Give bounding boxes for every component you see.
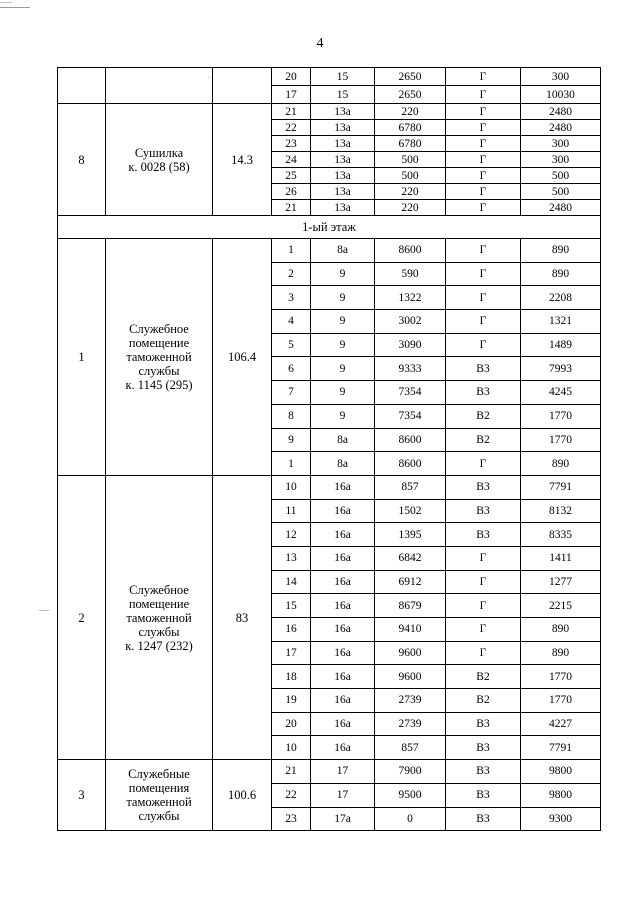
cell-col5: 16а: [311, 475, 375, 499]
cell-col5: 8а: [311, 452, 375, 476]
table-row: [58, 239, 601, 263]
group-number: 3: [58, 760, 106, 831]
cell-col6: 6912: [375, 570, 446, 594]
cell-col8: 1770: [521, 428, 601, 452]
cell-col8: 9300: [521, 807, 601, 831]
cell-col6: 220: [375, 104, 446, 120]
cell-col8: 4227: [521, 712, 601, 736]
cell-col5: 8а: [311, 239, 375, 263]
cell-col8: 2480: [521, 120, 601, 136]
cell-col4: 5: [272, 333, 311, 357]
group-area: 106.4: [213, 239, 272, 476]
cell-col7: В3: [446, 736, 521, 760]
cell-col4: 10: [272, 475, 311, 499]
cell-col4: 12: [272, 523, 311, 547]
cell-col7: В3: [446, 712, 521, 736]
cell-col5: 16а: [311, 689, 375, 713]
cell-col5: 9: [311, 262, 375, 286]
cell-col4: 16: [272, 618, 311, 642]
cell-col6: 0: [375, 807, 446, 831]
cell-col4: 4: [272, 310, 311, 334]
cell-col8: 500: [521, 168, 601, 184]
group-name-line: к. 1145 (295): [125, 377, 193, 392]
cell-col7: В2: [446, 665, 521, 689]
cell-col7: Г: [446, 641, 521, 665]
cell-col7: В2: [446, 689, 521, 713]
cell-col6: 1502: [375, 499, 446, 523]
cell-col6: 2650: [375, 86, 446, 104]
cell-col6: 2739: [375, 689, 446, 713]
cell-col5: 13а: [311, 120, 375, 136]
cell-col5: 16а: [311, 499, 375, 523]
cell-col5: 15: [311, 68, 375, 86]
group-area: 14.3: [213, 104, 272, 216]
group-room-name: [106, 104, 213, 216]
floor-label: 1-ый этаж: [58, 216, 601, 239]
cell-col7: Г: [446, 239, 521, 263]
cell-col8: 890: [521, 262, 601, 286]
cell-col4: 26: [272, 184, 311, 200]
cell-col6: 1395: [375, 523, 446, 547]
equipment-table: [57, 67, 601, 831]
cell-col6: 7354: [375, 381, 446, 405]
cell-col6: 6842: [375, 546, 446, 570]
cell-col4: 20: [272, 68, 311, 86]
group-room-name: [106, 475, 213, 759]
cell-col8: 890: [521, 239, 601, 263]
cell-col6: 500: [375, 152, 446, 168]
cell-col5: 16а: [311, 641, 375, 665]
cell-col6: 9600: [375, 665, 446, 689]
cell-col6: 9500: [375, 783, 446, 807]
cell-col4: 21: [272, 760, 311, 784]
cell-col4: 22: [272, 120, 311, 136]
table-row: [58, 104, 601, 120]
group-name-line: к. 0028 (58): [128, 159, 190, 174]
cell-col4: 10: [272, 736, 311, 760]
cell-col8: 1411: [521, 546, 601, 570]
cell-col4: 23: [272, 136, 311, 152]
cell-col6: 1322: [375, 286, 446, 310]
cell-col8: 500: [521, 184, 601, 200]
cell-col7: Г: [446, 152, 521, 168]
table-row: [58, 760, 601, 784]
cell-col7: В2: [446, 428, 521, 452]
cell-col5: 9: [311, 333, 375, 357]
cell-col8: 7791: [521, 475, 601, 499]
cell-col6: 590: [375, 262, 446, 286]
group-name-line: Служебное: [129, 321, 189, 336]
cell-col5: 13а: [311, 200, 375, 216]
cell-col4: 23: [272, 807, 311, 831]
table-body: [58, 68, 601, 831]
group-name-line: к. 1247 (232): [125, 638, 193, 653]
cell-col4: 19: [272, 689, 311, 713]
scan-mark-side: [39, 610, 49, 611]
cell-col7: Г: [446, 570, 521, 594]
cell-col6: 8600: [375, 452, 446, 476]
cell-col8: 2480: [521, 104, 601, 120]
cell-col4: 3: [272, 286, 311, 310]
cell-col6: 220: [375, 184, 446, 200]
cell-col7: В3: [446, 807, 521, 831]
group-number: 1: [58, 239, 106, 476]
cell-col4: 9: [272, 428, 311, 452]
cell-col8: 300: [521, 136, 601, 152]
cell-col6: 3090: [375, 333, 446, 357]
cell-col4: 11: [272, 499, 311, 523]
cell-col8: 890: [521, 452, 601, 476]
group-number: 8: [58, 104, 106, 216]
cell-col7: Г: [446, 104, 521, 120]
cell-col7: Г: [446, 200, 521, 216]
cell-col5: 9: [311, 286, 375, 310]
group-name-line: Служебное: [129, 582, 189, 597]
cell-col8: 890: [521, 618, 601, 642]
cell-col6: 7354: [375, 404, 446, 428]
cell-col8: 4245: [521, 381, 601, 405]
group-name-line: службы: [138, 363, 180, 378]
cell-col5: 13а: [311, 136, 375, 152]
cell-col5: 16а: [311, 594, 375, 618]
cell-col8: 1277: [521, 570, 601, 594]
cell-col8: 8335: [521, 523, 601, 547]
cell-col7: Г: [446, 286, 521, 310]
group-number: 2: [58, 475, 106, 759]
continued-area: [213, 68, 272, 104]
cell-col5: 13а: [311, 104, 375, 120]
cell-col8: 1321: [521, 310, 601, 334]
cell-col5: 16а: [311, 712, 375, 736]
group-name-line: помещение: [128, 335, 190, 350]
cell-col7: Г: [446, 262, 521, 286]
group-area: 83: [213, 475, 272, 759]
cell-col5: 15: [311, 86, 375, 104]
cell-col4: 1: [272, 452, 311, 476]
cell-col8: 10030: [521, 86, 601, 104]
cell-col8: 1489: [521, 333, 601, 357]
cell-col7: Г: [446, 333, 521, 357]
cell-col7: Г: [446, 184, 521, 200]
cell-col4: 15: [272, 594, 311, 618]
cell-col4: 22: [272, 783, 311, 807]
cell-col7: В3: [446, 523, 521, 547]
cell-col5: 17а: [311, 807, 375, 831]
cell-col7: В3: [446, 499, 521, 523]
cell-col4: 20: [272, 712, 311, 736]
cell-col7: Г: [446, 546, 521, 570]
cell-col4: 25: [272, 168, 311, 184]
cell-col8: 1770: [521, 665, 601, 689]
cell-col4: 6: [272, 357, 311, 381]
group-room-name: [106, 760, 213, 831]
cell-col7: В3: [446, 357, 521, 381]
cell-col4: 18: [272, 665, 311, 689]
cell-col5: 16а: [311, 736, 375, 760]
cell-col8: 8132: [521, 499, 601, 523]
cell-col4: 8: [272, 404, 311, 428]
stray-dot: .: [208, 71, 210, 80]
group-name-line: таможенной: [126, 795, 192, 810]
cell-col7: Г: [446, 68, 521, 86]
floor-header-row: [58, 216, 601, 239]
cell-col8: 2480: [521, 200, 601, 216]
cell-col5: 13а: [311, 184, 375, 200]
cell-col6: 6780: [375, 120, 446, 136]
page-number: 4: [316, 36, 324, 51]
cell-col5: 13а: [311, 152, 375, 168]
group-name-line: помещение: [128, 596, 190, 611]
cell-col6: 857: [375, 475, 446, 499]
group-room-name: [106, 239, 213, 476]
cell-col7: Г: [446, 618, 521, 642]
group-name-line: Служебные: [128, 767, 190, 782]
table-row: [58, 68, 601, 86]
group-name-line: Сушилка: [134, 145, 184, 160]
cell-col5: 9: [311, 357, 375, 381]
cell-col8: 9800: [521, 760, 601, 784]
cell-col6: 220: [375, 200, 446, 216]
cell-col6: 6780: [375, 136, 446, 152]
scan-mark-top: [0, 2, 12, 3]
cell-col4: 13: [272, 546, 311, 570]
group-area: 100.6: [213, 760, 272, 831]
cell-col6: 3002: [375, 310, 446, 334]
cell-col5: 16а: [311, 546, 375, 570]
continued-name: [106, 68, 213, 104]
group-name-line: таможенной: [126, 349, 192, 364]
cell-col6: 7900: [375, 760, 446, 784]
group-name-line: службы: [138, 624, 180, 639]
continued-number: [58, 68, 106, 104]
cell-col5: 8а: [311, 428, 375, 452]
cell-col8: 300: [521, 68, 601, 86]
cell-col6: 9333: [375, 357, 446, 381]
cell-col4: 21: [272, 200, 311, 216]
cell-col5: 13а: [311, 168, 375, 184]
cell-col7: В3: [446, 475, 521, 499]
cell-col6: 8600: [375, 239, 446, 263]
cell-col5: 16а: [311, 523, 375, 547]
cell-col5: 9: [311, 310, 375, 334]
group-name-line: службы: [138, 809, 180, 824]
cell-col7: В3: [446, 783, 521, 807]
cell-col4: 17: [272, 641, 311, 665]
cell-col8: 1770: [521, 404, 601, 428]
cell-col8: 7791: [521, 736, 601, 760]
cell-col4: 24: [272, 152, 311, 168]
cell-col8: 9800: [521, 783, 601, 807]
cell-col5: 17: [311, 760, 375, 784]
cell-col7: Г: [446, 168, 521, 184]
cell-col7: В3: [446, 760, 521, 784]
cell-col6: 8679: [375, 594, 446, 618]
cell-col6: 8600: [375, 428, 446, 452]
cell-col6: 2739: [375, 712, 446, 736]
cell-col6: 857: [375, 736, 446, 760]
cell-col8: 7993: [521, 357, 601, 381]
cell-col4: 1: [272, 239, 311, 263]
cell-col6: 500: [375, 168, 446, 184]
cell-col6: 9600: [375, 641, 446, 665]
cell-col4: 17: [272, 86, 311, 104]
cell-col6: 2650: [375, 68, 446, 86]
cell-col5: 16а: [311, 570, 375, 594]
cell-col7: Г: [446, 594, 521, 618]
scan-mark: [0, 7, 30, 8]
cell-col7: В3: [446, 381, 521, 405]
group-name-line: таможенной: [126, 610, 192, 625]
cell-col5: 17: [311, 783, 375, 807]
cell-col7: Г: [446, 120, 521, 136]
cell-col8: 1770: [521, 689, 601, 713]
cell-col7: Г: [446, 86, 521, 104]
cell-col8: 2215: [521, 594, 601, 618]
cell-col4: 14: [272, 570, 311, 594]
cell-col4: 7: [272, 381, 311, 405]
cell-col5: 16а: [311, 618, 375, 642]
cell-col7: Г: [446, 136, 521, 152]
table-row: [58, 475, 601, 499]
cell-col6: 9410: [375, 618, 446, 642]
cell-col5: 16а: [311, 665, 375, 689]
cell-col7: В2: [446, 404, 521, 428]
cell-col4: 2: [272, 262, 311, 286]
cell-col5: 9: [311, 404, 375, 428]
cell-col8: 300: [521, 152, 601, 168]
cell-col4: 21: [272, 104, 311, 120]
cell-col7: Г: [446, 310, 521, 334]
cell-col8: 2208: [521, 286, 601, 310]
cell-col5: 9: [311, 381, 375, 405]
cell-col7: Г: [446, 452, 521, 476]
cell-col8: 890: [521, 641, 601, 665]
group-name-line: помещения: [128, 781, 190, 796]
